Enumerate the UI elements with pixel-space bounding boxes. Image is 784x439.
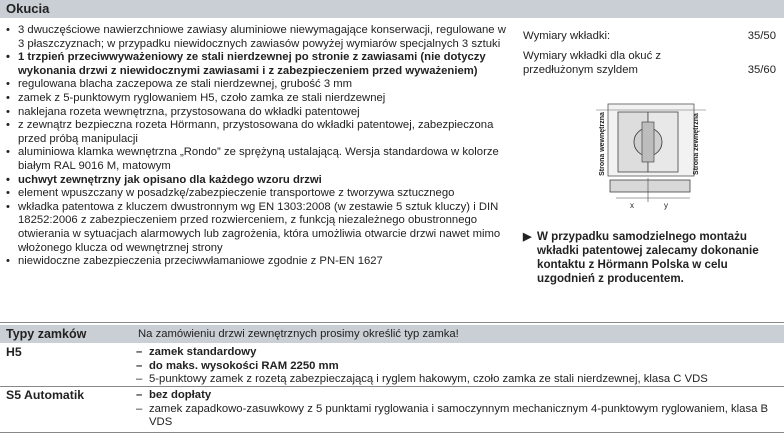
divider [0,432,784,433]
x-dimension-label: x [630,201,634,210]
cylinder-dimension-row [523,30,776,44]
arrow-icon: ▶ [523,231,532,243]
lock-type: H5 [6,345,22,359]
lock-table-note: Na zamówieniu drzwi zewnętrznych prosimy określić typ zamka! [138,328,459,340]
lock-type: S5 Automatik [6,388,85,402]
outer-side-label: Strona zewnętrzna [693,113,700,175]
list-item: • element wpuszczany w posadzkę/zabezpieczenie transportowe z tworzywa sztucznego [4,187,509,201]
lock-detail: – zamek standardowy [136,346,776,360]
lock-detail: – bez dopłaty [136,389,776,403]
cylinder-diagram [596,98,706,216]
list-item: • naklejana rozeta wewnętrzna, przystosowana do wkładki patentowej [4,106,509,120]
extended-cylinder-dimension-row [523,50,776,77]
list-item: • zamek z 5-punktowym ryglowaniem H5, czoło zamka ze stali nierdzewnej [4,92,509,106]
list-item: • wkładka patentowa z kluczem dwustronnym wg EN 1303:2008 (w zestawie 5 sztuk kluczy) i DIN 18252:2006 z zabezpieczeniem przed rozwierceniem, z funkcją niezależnego obustronnego otwierania w sytuacjach alarmowych lub zagrożenia, która umożliwia otwarcie drzwi nawet mimo włożonego klucza od wewnętrznej strony [4,201,509,255]
list-item: • 1 trzpień przeciwwyważeniowy ze stali nierdzewnej po stronie z zawiasami (nie dotyczy wykonania drzwi z niewidocznymi zawiasami i z zabezpieczeniem przed wyważeniem) [4,51,509,78]
divider [0,386,784,387]
list-item: • uchwyt zewnętrzny jak opisano dla każdego wzoru drzwi [4,174,509,188]
lock-detail: – zamek zapadkowo-zasuwkowy z 5 punktami ryglowania i samoczynnym mechanicznym 4-punktowym ryglowaniem, klasa B VDS [136,403,776,430]
lock-table-title: Typy zamków [6,327,87,341]
inner-side-label: Strona wewnętrzna [599,112,606,176]
dimension-value: 35/50 [747,30,776,42]
divider [0,322,784,323]
installation-note [523,230,778,286]
note-text: W przypadku samodzielnego montażu wkładki patentowej zalecamy dokonanie kontaktu z Hörmann Polska w celu uzgodnień z producentem. [537,230,759,285]
list-item: • regulowana blacha zaczepowa ze stali nierdzewnej, grubość 3 mm [4,78,509,92]
list-item: • aluminiowa klamka wewnętrzna „Rondo” ze sprężyną ustalającą. Wersja standardowa w kolorze białym RAL 9016 M, matowym [4,146,509,173]
section-header [0,0,784,18]
lock-table-header [0,325,784,343]
y-dimension-label: y [664,201,668,210]
list-item: • z zewnątrz bezpieczna rozeta Hörmann, przystosowana do wkładki patentowej, zabezpieczona przed próbą manipulacji [4,119,509,146]
dimension-label: Wymiary wkładki dla okuć z przedłużonym szyldem [523,50,662,76]
dimension-value: 35/60 [747,64,776,76]
lock-detail: – do maks. wysokości RAM 2250 mm [136,360,776,374]
list-item: • 3 dwuczęściowe nawierzchniowe zawiasy aluminiowe niewymagające konserwacji, regulowane w 3 płaszczyznach; w przypadku niewidocznych zawiasów powyżej wymiarów specjalnych 3 sztuki [4,24,509,51]
section-title: Okucia [6,1,50,16]
fittings-list [4,24,509,269]
list-item: • niewidoczne zabezpieczenia przeciwwłamaniowe zgodnie z PN-EN 1627 [4,255,509,269]
dimension-label: Wymiary wkładki: [523,30,611,42]
lock-detail: – 5-punktowy zamek z rozetą zabezpieczającą i ryglem hakowym, czoło zamka ze stali nierdzewnej, klasa C VDS [136,373,776,387]
